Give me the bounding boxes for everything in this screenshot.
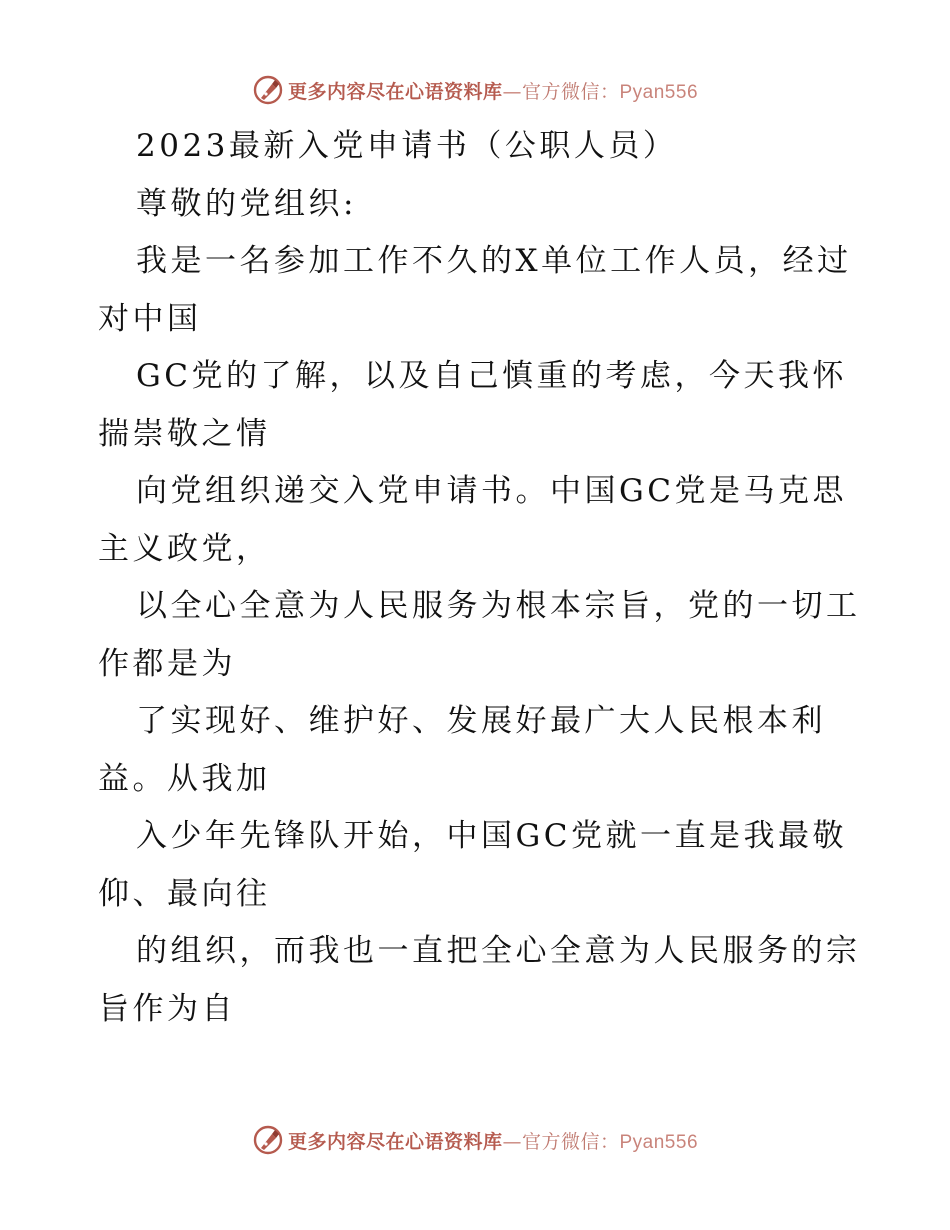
document-title: 2023最新入党申请书（公职人员） (136, 128, 678, 164)
pen-nib-logo-icon (252, 74, 284, 106)
watermark-main: 更多内容尽在心语资料库 (287, 80, 503, 103)
paragraph-line: 我是一名参加工作不久的X单位工作人员，经过 (136, 243, 852, 279)
watermark-main: 更多内容尽在心语资料库 (287, 1130, 503, 1153)
watermark-dash: — (502, 1130, 522, 1153)
watermark-banner-top (0, 70, 950, 110)
document-body (98, 118, 861, 1038)
paragraph-line: 旨作为自 (98, 990, 236, 1027)
salutation: 尊敬的党组织: (136, 185, 357, 222)
paragraph-line: 仰、最向往 (98, 875, 271, 912)
watermark-wechat: Pyan556 (619, 1131, 699, 1153)
paragraph-line: 入少年先锋队开始，中国GC党就一直是我最敬 (136, 818, 847, 854)
paragraph-line: 的组织，而我也一直把全心全意为人民服务的宗 (136, 933, 861, 969)
watermark-text (288, 77, 698, 104)
paragraph-line: 作都是为 (98, 645, 236, 682)
paragraph-line: GC党的了解，以及自己慎重的考虑，今天我怀 (136, 358, 847, 394)
watermark-dash: — (502, 80, 522, 103)
pen-nib-logo-icon (252, 1124, 284, 1156)
watermark-text (288, 1127, 698, 1154)
paragraph-line: 益。从我加 (98, 760, 271, 797)
paragraph-line: 对中国 (98, 300, 202, 337)
paragraph-line: 向党组织递交入党申请书。中国GC党是马克思 (136, 473, 847, 509)
paragraph-line: 以全心全意为人民服务为根本宗旨，党的一切工 (136, 588, 861, 624)
paragraph-line: 主义政党， (98, 530, 271, 567)
paragraph-line: 揣崇敬之情 (98, 415, 271, 452)
watermark-sub: 官方微信： (521, 80, 620, 103)
paragraph-line: 了实现好、维护好、发展好最广大人民根本利 (136, 703, 826, 739)
watermark-sub: 官方微信： (521, 1130, 620, 1153)
watermark-wechat: Pyan556 (619, 81, 699, 103)
watermark-banner-bottom (0, 1120, 950, 1160)
